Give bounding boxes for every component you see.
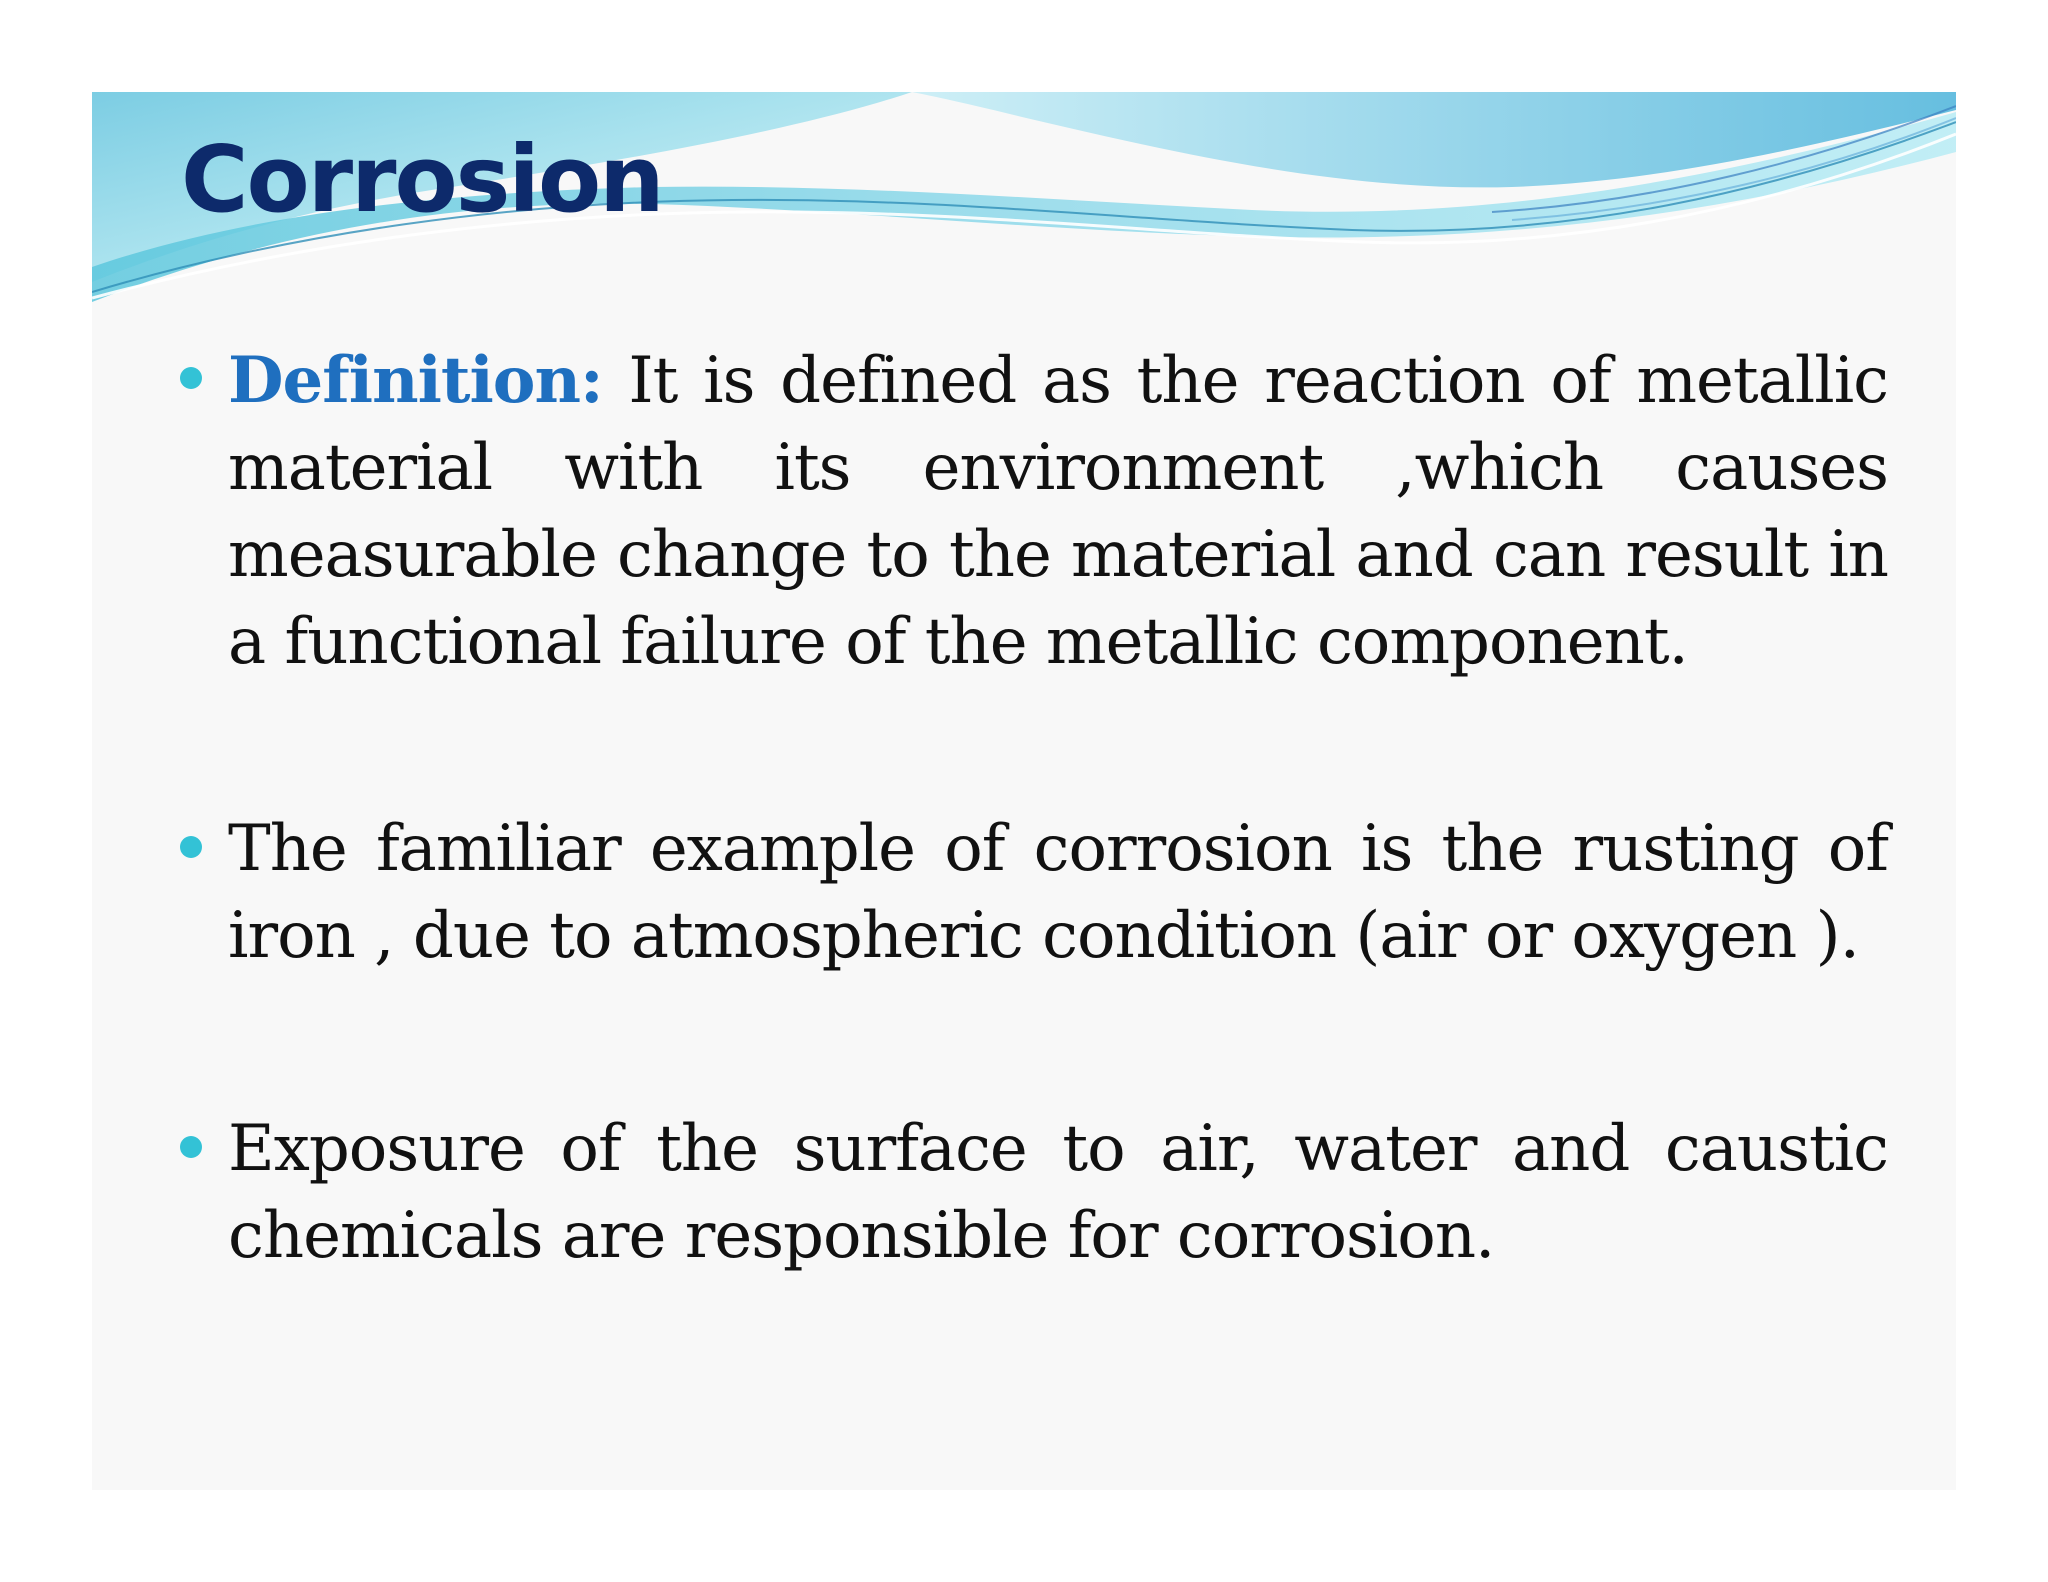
bullet-text: The familiar example of corrosion is the rusting of iron , due to atmospheric condition (air or oxygen ). — [228, 812, 1888, 973]
bullet-item-exposure — [228, 1106, 1888, 1280]
bullet-item-example — [228, 806, 1888, 980]
bullet-text: It is defined as the reaction of metallic material with its environment ,which causes measurable change to the material and can result in a functional failure of the metallic component. — [228, 344, 1888, 679]
bullet-dot-icon — [180, 836, 202, 858]
bullet-dot-icon — [180, 1136, 202, 1158]
bullet-item-definition — [228, 337, 1888, 686]
slide-title: Corrosion — [181, 126, 663, 233]
slide — [92, 92, 1956, 1490]
bullet-dot-icon — [180, 367, 202, 389]
bullet-lead: Definition: — [228, 343, 603, 418]
bullet-text: Exposure of the surface to air, water and caustic chemicals are responsible for corrosion. — [228, 1112, 1888, 1273]
